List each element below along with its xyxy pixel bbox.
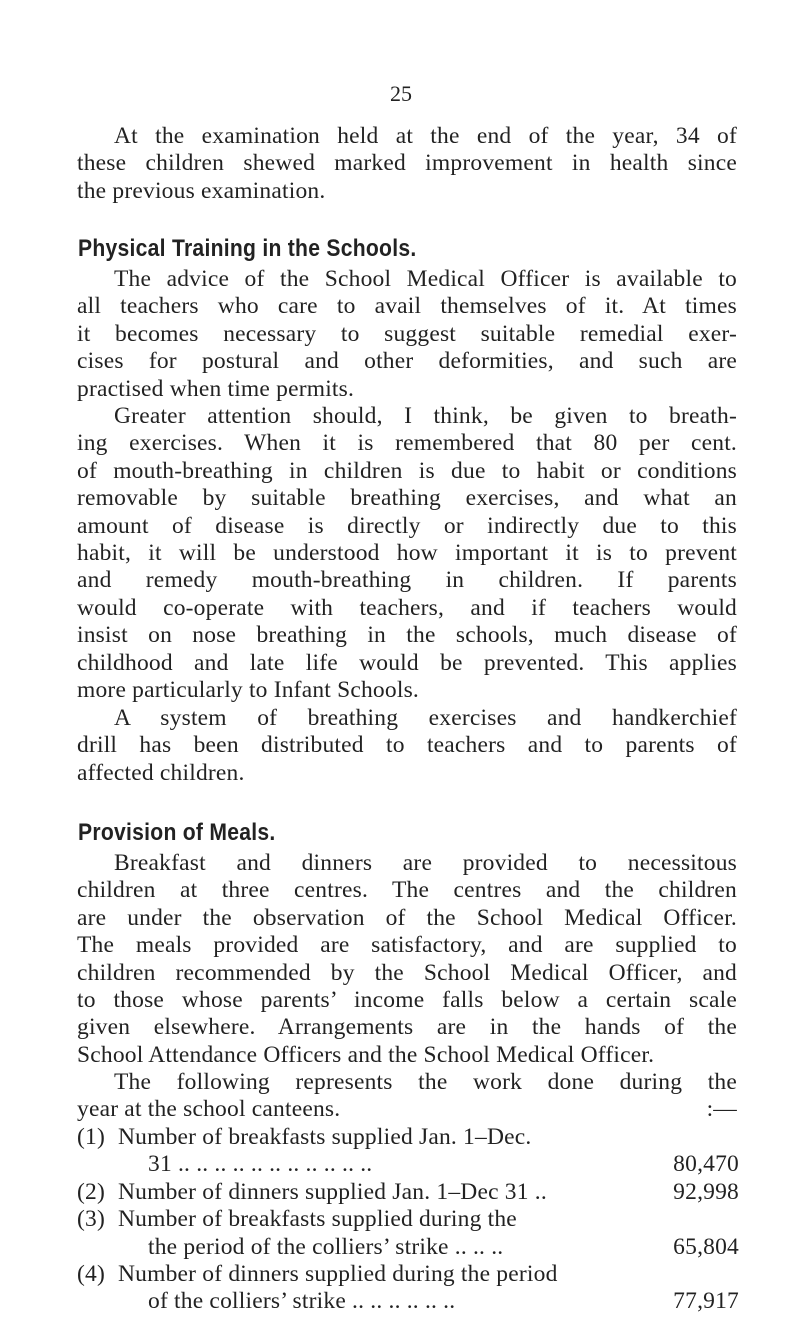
- text-line: insist on nose breathing in the schools, much disease of: [77, 622, 737, 649]
- text-line: cises for postural and other deformities, and such are: [77, 348, 737, 375]
- item-value: 77,917: [673, 1288, 739, 1315]
- text-line: affected children.: [77, 759, 245, 786]
- list-item: [77, 1261, 739, 1288]
- text-line: The meals provided are satisfactory, and are supplied to: [77, 932, 737, 959]
- item-text: Number of breakfasts supplied Jan. 1–Dec.: [118, 1124, 532, 1150]
- text-line: ing exercises. When it is remembered that 80 per cent.: [77, 430, 737, 457]
- text-line: these children shewed marked improvement in health since: [77, 150, 737, 177]
- text-line: amount of disease is directly or indirectly due to this: [77, 512, 737, 539]
- text-line: childhood and late life would be prevented. This applies: [77, 649, 737, 676]
- provision-of-meals-paragraph-2: [77, 1069, 737, 1124]
- item-text: of the colliers’ strike .. .. .. .. .. ..: [148, 1288, 456, 1315]
- text-line: School Attendance Officers and the School Medical Officer.: [77, 1041, 655, 1068]
- text-line: are under the observation of the School Medical Officer.: [77, 904, 737, 931]
- text-line: The advice of the School Medical Officer is available to: [114, 266, 737, 292]
- text-line: and remedy mouth-breathing in children. If parents: [77, 567, 737, 594]
- item-value: 92,998: [673, 1178, 739, 1205]
- text-line: would co-operate with teachers, and if teachers would: [77, 594, 737, 621]
- item-number: (2): [77, 1178, 106, 1205]
- text-line: children at three centres. The centres and the children: [77, 877, 737, 904]
- list-item-continuation: [77, 1151, 739, 1178]
- text-line: more particularly to Infant Schools.: [77, 677, 419, 704]
- list-item-continuation: [77, 1234, 739, 1261]
- list-item-continuation: [77, 1288, 739, 1315]
- text-line: At the examination held at the end of the year, 34 of: [114, 123, 737, 149]
- text-line: practised when time permits.: [77, 375, 355, 402]
- text-line: [77, 1096, 737, 1123]
- physical-training-paragraph-3: [77, 705, 737, 787]
- text-line: to those whose parents’ income falls below a certain scale: [77, 987, 737, 1014]
- item-text: Number of dinners supplied during the period: [118, 1260, 558, 1287]
- text-line: Breakfast and dinners are provided to necessitous: [114, 850, 737, 876]
- text-line: the previous examination.: [77, 177, 326, 204]
- item-value: 80,470: [673, 1151, 739, 1178]
- text-line: The following represents the work done during the: [114, 1069, 737, 1095]
- canteen-statistics-list: [77, 1124, 739, 1316]
- text-line: Greater attention should, I think, be given to breath-: [114, 403, 737, 429]
- item-number: (4): [77, 1260, 106, 1287]
- intro-paragraph: [77, 123, 737, 205]
- item-text: Number of dinners supplied Jan. 1–Dec 31 ..: [118, 1178, 547, 1205]
- item-text: 31 .. .. .. .. .. .. .. .. .. .. ..: [148, 1151, 373, 1178]
- item-text: Number of breakfasts supplied during the: [118, 1206, 517, 1233]
- item-value: 65,804: [673, 1233, 739, 1260]
- text-line: drill has been distributed to teachers and to parents of: [77, 732, 737, 759]
- text-line: removable by suitable breathing exercises, and what an: [77, 485, 737, 512]
- text-line: all teachers who care to avail themselves of it. At times: [77, 293, 737, 320]
- list-item: [77, 1124, 739, 1151]
- list-item: [77, 1179, 739, 1206]
- list-item: [77, 1206, 739, 1233]
- text-line-right: :—: [706, 1096, 737, 1123]
- item-text: the period of the colliers’ strike .. .. ..: [148, 1233, 504, 1260]
- text-line: habit, it will be understood how important it is to prevent: [77, 540, 737, 567]
- item-number: (3): [77, 1206, 106, 1233]
- text-line: given elsewhere. Arrangements are in the hands of the: [77, 1014, 737, 1041]
- text-line: it becomes necessary to suggest suitable remedial exer-: [77, 320, 737, 347]
- section-heading-physical-training: Physical Training in the Schools.: [78, 235, 417, 262]
- text-line: A system of breathing exercises and handkerchief: [114, 705, 737, 731]
- page-number: 25: [390, 81, 412, 106]
- text-line-left: year at the school canteens.: [77, 1096, 341, 1123]
- physical-training-paragraph-2: [77, 403, 737, 704]
- text-line: of mouth-breathing in children is due to habit or conditions: [77, 457, 737, 484]
- physical-training-paragraph-1: [77, 266, 737, 403]
- item-number: (1): [77, 1124, 106, 1150]
- text-line: children recommended by the School Medical Officer, and: [77, 959, 737, 986]
- provision-of-meals-paragraph-1: [77, 850, 737, 1069]
- section-heading-provision-of-meals: Provision of Meals.: [78, 819, 276, 846]
